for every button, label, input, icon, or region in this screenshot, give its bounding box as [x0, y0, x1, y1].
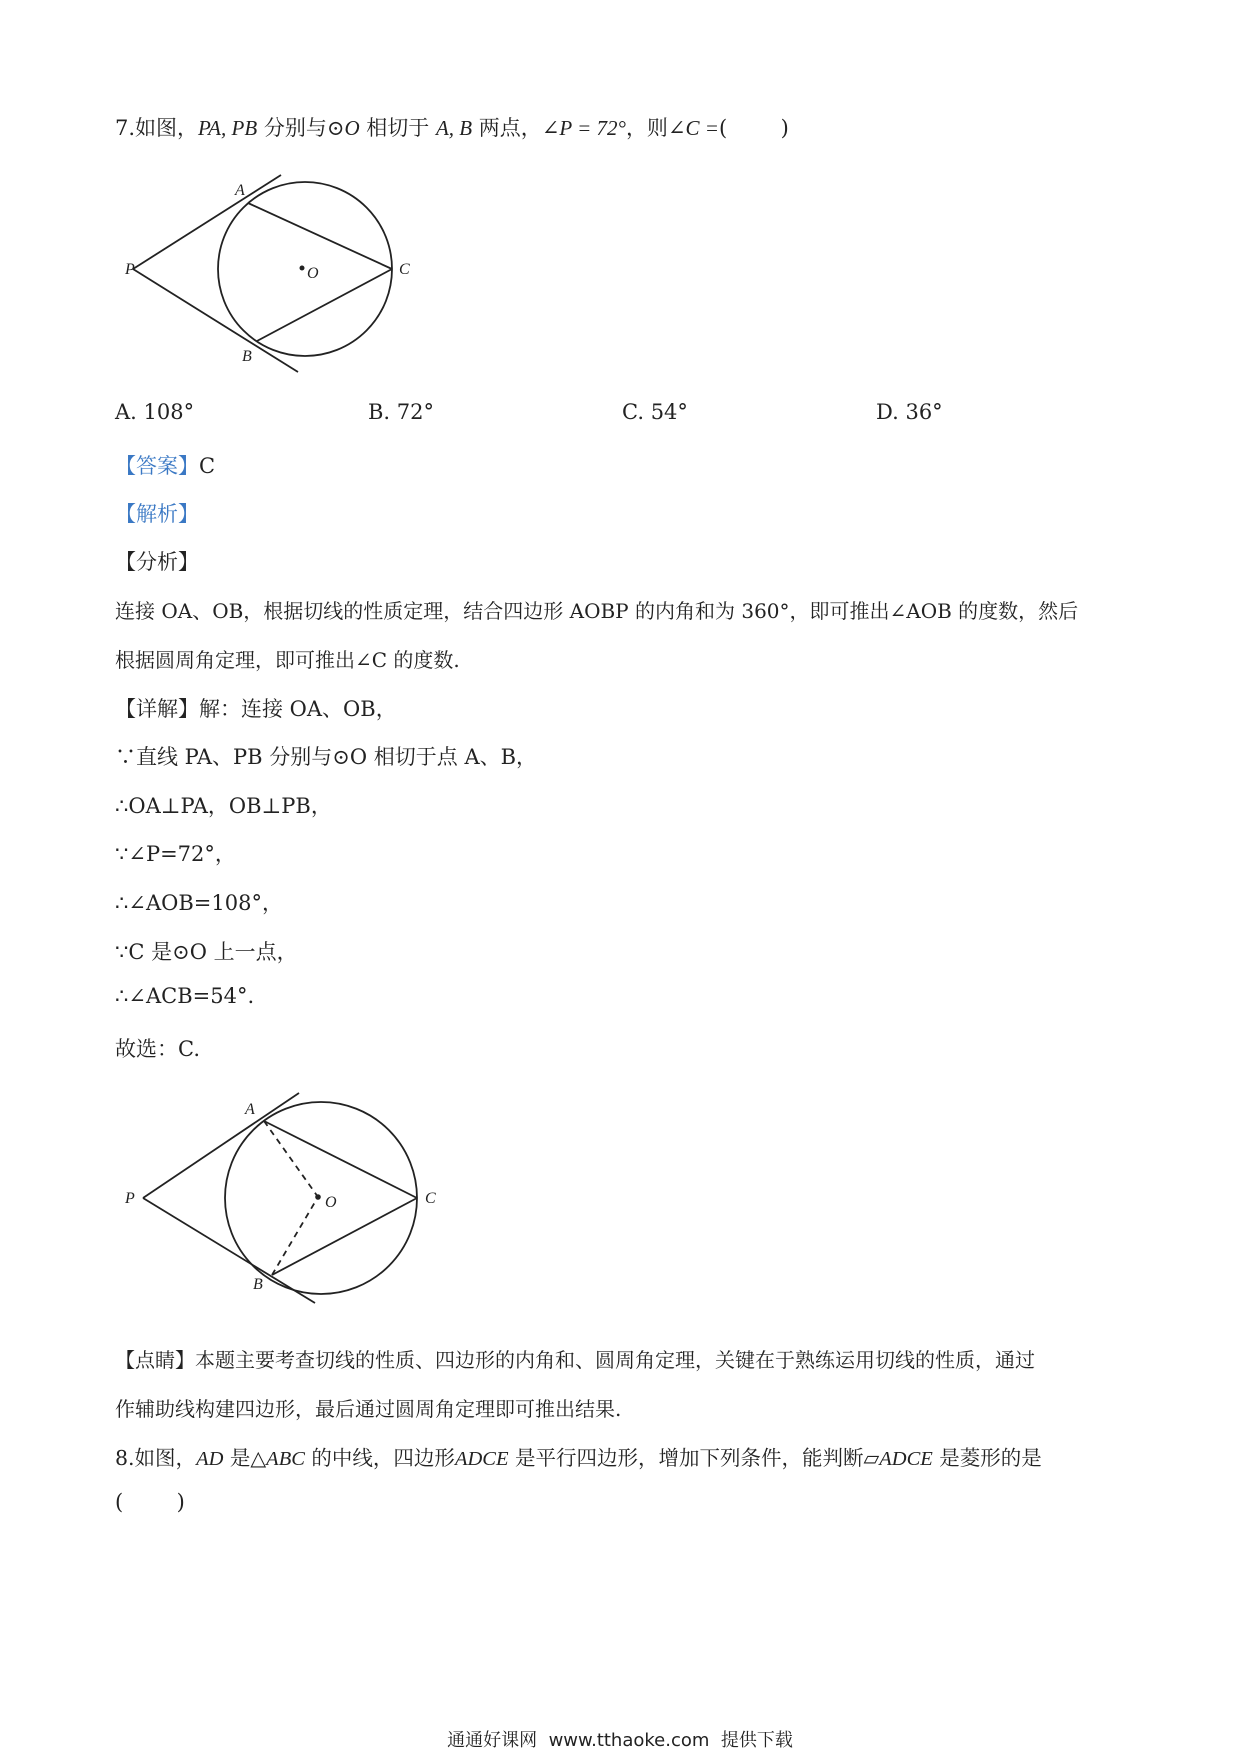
label-o: O: [307, 265, 319, 282]
q7-angle-c: ∠C =: [667, 116, 719, 140]
label-o-2: O: [325, 1194, 337, 1211]
tangent-pa: [133, 175, 281, 269]
option-c-label: C.: [622, 400, 644, 424]
q7-points: A, B: [435, 116, 473, 140]
q7-paren: ( ): [718, 116, 789, 140]
analysis-tag: 【分析】: [115, 550, 199, 574]
option-a-value: 108°: [143, 400, 195, 424]
detail-line-1: [115, 693, 397, 723]
option-d-label: D.: [876, 400, 899, 424]
q8-adce-parallelogram: ▱ADCE: [863, 1448, 933, 1470]
q8-text-4: 是菱形的是: [932, 1446, 1042, 1470]
q7-text-1: 分别与: [257, 116, 327, 140]
analysis-line-1: 连接 OA、OB，根据切线的性质定理，结合四边形 AOBP 的内角和为 360°，即可推出∠AOB 的度数，然后: [115, 599, 1079, 623]
q8-text-2: 的中线，四边形: [304, 1446, 455, 1470]
label-b: B: [242, 348, 252, 365]
q8-paren: ( ): [115, 1490, 185, 1514]
radius-oa: [264, 1121, 318, 1197]
footer-watermark: 通通好课网 www.tthaoke.com 提供下载: [447, 1730, 793, 1751]
tangent-pb-2: [143, 1198, 315, 1303]
q7-figure: [115, 165, 435, 380]
q8-ad: AD: [196, 1448, 224, 1470]
center-dot-2: [315, 1194, 321, 1200]
q8-text-1: 是: [223, 1446, 251, 1470]
center-dot: [300, 266, 305, 271]
q8-adce: ADCE: [454, 1448, 509, 1470]
option-b-label: B.: [368, 400, 391, 424]
option-d-value: 36°: [905, 400, 943, 424]
q7-circle: ⊙O: [326, 116, 360, 140]
detail-line-8: 故选：C.: [115, 1037, 200, 1061]
detail-text-1: 解：连接 OA、OB，: [199, 697, 397, 721]
comment-line-2: 作辅助线构建四边形，最后通过圆周角定理即可推出结果.: [115, 1397, 622, 1421]
answer-line: [115, 450, 215, 480]
comment-text-1: 本题主要考查切线的性质、四边形的内角和、圆周角定理，关键在于熟练运用切线的性质，通过: [195, 1348, 1035, 1372]
q8-number: 8.如图，: [115, 1446, 197, 1470]
comment-tag: 【点睛】: [115, 1348, 195, 1372]
detail-tag: 【详解】: [115, 697, 199, 721]
option-c-value: 54°: [650, 400, 688, 424]
q7-angle-p: ∠P = 72°: [541, 116, 626, 140]
chord-ac-2: [264, 1121, 417, 1198]
tangent-pa-2: [143, 1093, 299, 1198]
q7-stem: [115, 112, 789, 142]
q7-text-2: 相切于: [359, 116, 436, 140]
solution-figure: [115, 1085, 460, 1310]
q7-text-3: 两点，: [472, 116, 542, 140]
option-b: [368, 400, 434, 424]
option-c: [622, 400, 688, 424]
option-a-label: A.: [115, 400, 137, 424]
label-p-2: P: [125, 1190, 135, 1207]
comment-line-1: [115, 1344, 1035, 1373]
label-a: A: [235, 182, 245, 199]
label-a-2: A: [245, 1101, 255, 1118]
detail-line-2: ∵直线 PA、PB 分别与⊙O 相切于点 A、B，: [115, 745, 538, 769]
detail-line-4: ∵∠P=72°，: [115, 842, 236, 866]
chord-bc: [257, 269, 392, 341]
option-b-value: 72°: [396, 400, 435, 424]
option-d: [876, 400, 943, 424]
q8-triangle: △ABC: [250, 1448, 305, 1470]
detail-line-7: ∴∠ACB=54°.: [115, 984, 255, 1008]
tangent-pb: [133, 269, 298, 372]
q7-text-4: ，则: [625, 116, 668, 140]
detail-line-6: ∵C 是⊙O 上一点，: [115, 940, 298, 964]
detail-line-5: ∴∠AOB=108°，: [115, 891, 283, 915]
explain-tag: 【解析】: [115, 502, 199, 526]
answer-tag: 【答案】: [115, 454, 199, 478]
q8-text-3: 是平行四边形，增加下列条件，能判断: [508, 1446, 864, 1470]
analysis-line-2: 根据圆周角定理，即可推出∠C 的度数.: [115, 648, 460, 672]
option-a: [115, 400, 194, 424]
label-c: C: [399, 261, 410, 278]
q7-number: 7.如图，: [115, 116, 199, 140]
q7-vars: PA, PB: [198, 116, 258, 140]
label-p: P: [125, 261, 135, 278]
label-c-2: C: [425, 1190, 436, 1207]
detail-line-3: ∴OA⊥PA，OB⊥PB，: [115, 794, 332, 818]
q8-stem: [115, 1441, 1042, 1471]
circle-o: [218, 182, 392, 356]
label-b-2: B: [253, 1276, 263, 1293]
answer-value: C: [199, 454, 216, 478]
